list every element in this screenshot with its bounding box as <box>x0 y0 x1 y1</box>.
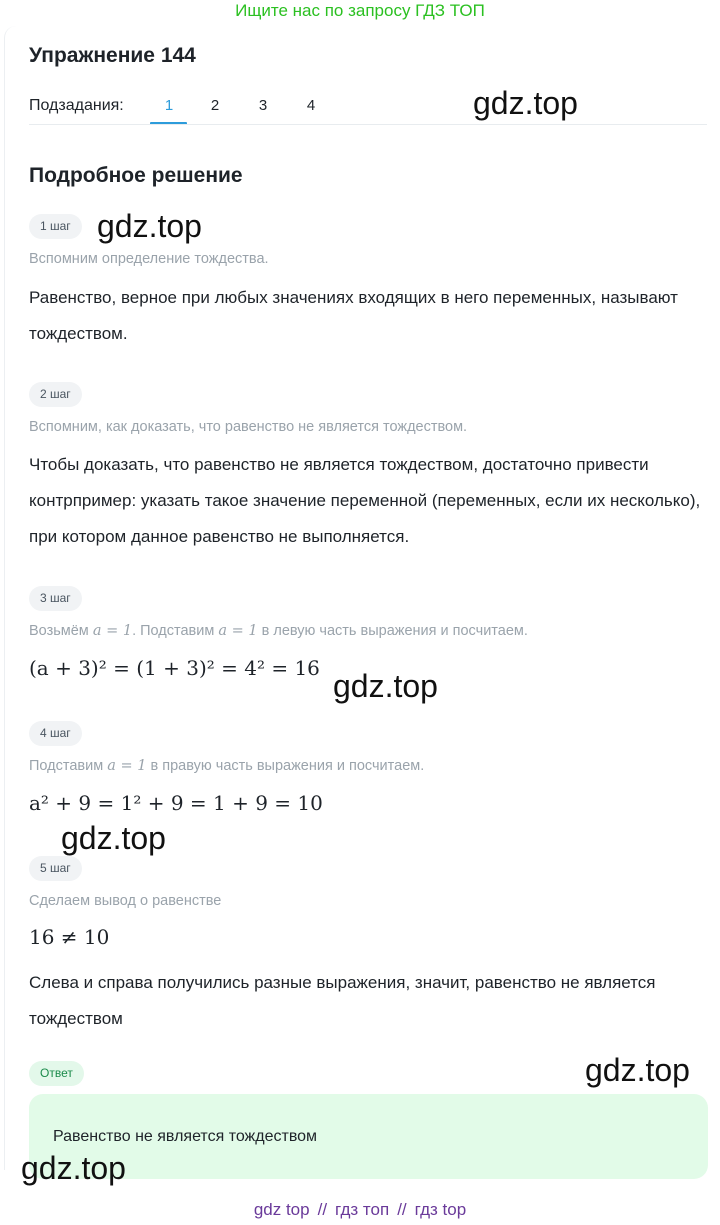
step-3-hint <box>29 623 528 639</box>
watermark: gdz.top <box>473 85 578 121</box>
answer-text: Равенство не является тождеством <box>53 1128 318 1145</box>
exercise-title: Упражнение 144 <box>29 44 196 67</box>
step-5-text: Слева и справа получились разные выражения, значит, равенство не является тождеством <box>29 973 656 1028</box>
hint-text: Возьмём <box>29 623 93 639</box>
hint-text: в левую часть выражения и посчитаем. <box>257 623 528 639</box>
hint-text: Подставим <box>29 758 108 774</box>
subtask-tab-1[interactable]: 1 <box>164 97 174 114</box>
footer-link-1[interactable]: gdz top <box>253 1200 310 1219</box>
tabs-divider <box>29 124 707 125</box>
hint-math: a = 1 <box>92 623 133 639</box>
step-3-badge: 3 шаг <box>29 586 82 611</box>
watermark: gdz.top <box>97 208 202 244</box>
step-3-formula: (a + 3)² = (1 + 3)² = 4² = 16 <box>29 656 320 680</box>
hint-math: a = 1 <box>107 758 147 774</box>
footer-link-2[interactable]: гдз топ <box>335 1200 390 1219</box>
step-1-badge: 1 шаг <box>29 214 82 239</box>
step-4-badge: 4 шаг <box>29 721 82 746</box>
hint-text: в правую часть выражения и посчитаем. <box>146 758 425 774</box>
footer-separator: // <box>317 1200 328 1219</box>
subtask-tab-3[interactable]: 3 <box>258 97 268 114</box>
hint-math: a = 1 <box>218 623 258 639</box>
promo-banner[interactable]: Ищите нас по запросу ГДЗ ТОП <box>235 1 485 20</box>
answer-badge: Ответ <box>29 1061 84 1086</box>
footer-links <box>0 1200 720 1220</box>
step-4-formula: a² + 9 = 1² + 9 = 1 + 9 = 10 <box>29 791 323 815</box>
step-2-text: Чтобы доказать, что равенство не является тождеством, достаточно привести контрпример: указать такое значение переменной (переменных, если их несколько), при котором данное равенство не выполняется. <box>29 455 701 546</box>
watermark: gdz.top <box>61 820 166 856</box>
step-5-hint: Сделаем вывод о равенстве <box>29 893 222 909</box>
subtasks-label: Подзадания: <box>29 97 124 114</box>
step-5-badge: 5 шаг <box>29 856 82 881</box>
step-2-hint: Вспомним, как доказать, что равенство не является тождеством. <box>29 419 468 435</box>
step-1-hint: Вспомним определение тождества. <box>29 251 269 267</box>
subtask-tab-4[interactable]: 4 <box>306 97 316 114</box>
solution-title: Подробное решение <box>29 164 243 187</box>
watermark: gdz.top <box>21 1150 126 1186</box>
step-1-text: Равенство, верное при любых значениях входящих в него переменных, называют тождеством. <box>29 288 678 343</box>
footer-link-3[interactable]: гдз top <box>414 1200 467 1219</box>
step-5-formula: 16 ≠ 10 <box>29 925 110 949</box>
watermark: gdz.top <box>585 1052 690 1088</box>
step-4-hint <box>29 758 424 774</box>
watermark: gdz.top <box>333 668 438 704</box>
footer-separator: // <box>397 1200 407 1219</box>
subtask-tab-2[interactable]: 2 <box>210 97 220 114</box>
hint-text: . Подставим <box>132 623 219 639</box>
step-2-badge: 2 шаг <box>29 382 82 407</box>
